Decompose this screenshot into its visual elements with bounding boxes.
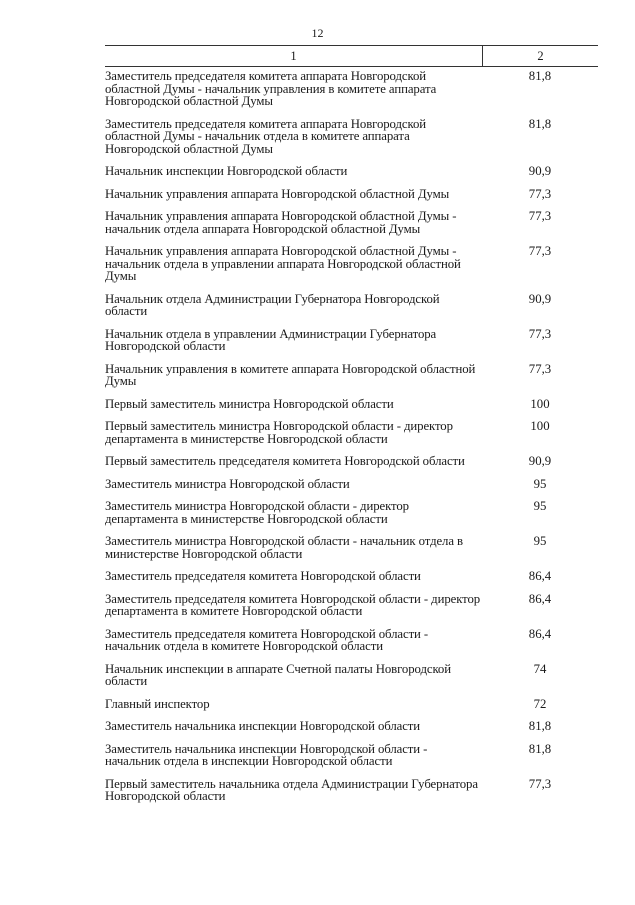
table-row — [105, 535, 598, 560]
position-value: 77,3 — [528, 326, 552, 341]
table-row — [105, 165, 598, 178]
position-title: Заместитель председателя комитета Новгородской области — [105, 569, 421, 583]
position-value: 81,8 — [528, 741, 552, 756]
position-title: Первый заместитель председателя комитета Новгородской области — [105, 454, 465, 468]
position-title: Заместитель начальника инспекции Новгородской области - начальник отдела в инспекции Новгородской области — [105, 741, 428, 768]
position-value: 86,4 — [528, 569, 552, 583]
column-header-1: 1 — [105, 46, 483, 66]
position-title: Начальник отдела Администрации Губернатора Новгородской области — [105, 291, 440, 318]
position-value: 86,4 — [528, 626, 552, 641]
position-value: 95 — [533, 499, 547, 513]
position-value: 77,3 — [528, 244, 552, 258]
table-body — [105, 70, 598, 813]
position-value: 95 — [533, 534, 547, 548]
position-title: Начальник отдела в управлении Администрации Губернатора Новгородской области — [105, 326, 437, 353]
column-header-2: 2 — [537, 49, 544, 63]
position-title: Начальник управления в комитете аппарата Новгородской областной Думы — [105, 361, 476, 388]
position-value: 81,8 — [528, 116, 552, 131]
position-title: Начальник управления аппарата Новгородской областной Думы — [105, 186, 450, 201]
table-row — [105, 500, 598, 525]
position-value: 100 — [530, 419, 550, 433]
table-row — [105, 628, 598, 653]
table-row — [105, 778, 598, 803]
position-title: Начальник управления аппарата Новгородской областной Думы - начальник отдела аппарата Новгородской областной Думы — [105, 209, 457, 236]
position-value: 81,8 — [528, 69, 552, 83]
position-value: 100 — [530, 396, 550, 411]
position-title: Первый заместитель министра Новгородской области - директор департамента в министерстве Новгородской области — [105, 419, 453, 446]
table-row — [105, 593, 598, 618]
table-row — [105, 328, 598, 353]
position-title: Заместитель председателя комитета аппарата Новгородской областной Думы - начальник отдела в комитете аппарата Новгородской областной Думы — [105, 116, 426, 156]
table-row — [105, 478, 598, 491]
position-title: Заместитель министра Новгородской области — [105, 476, 350, 491]
table-row — [105, 363, 598, 388]
position-value: 81,8 — [528, 719, 552, 733]
position-title: Заместитель председателя комитета Новгородской области - директор департамента в комитете Новгородской области — [105, 591, 481, 618]
table-header — [105, 45, 598, 67]
position-value: 77,3 — [528, 776, 552, 791]
position-title: Заместитель министра Новгородской области - начальник отдела в министерстве Новгородской области — [105, 534, 463, 561]
table-row — [105, 663, 598, 688]
table-row — [105, 118, 598, 156]
page-number: 12 — [311, 26, 324, 40]
position-value: 77,3 — [528, 186, 552, 201]
position-value: 77,3 — [528, 209, 552, 223]
table-row — [105, 293, 598, 318]
position-value: 74 — [533, 661, 547, 676]
table-row — [105, 720, 598, 733]
position-value: 86,4 — [528, 591, 552, 606]
position-title: Заместитель начальника инспекции Новгородской области — [105, 719, 421, 733]
table-row — [105, 455, 598, 468]
table-row — [105, 420, 598, 445]
position-value: 90,9 — [528, 454, 552, 468]
table-row — [105, 743, 598, 768]
position-title: Начальник инспекции в аппарате Счетной палаты Новгородской области — [105, 661, 451, 688]
table-row — [105, 570, 598, 583]
position-value: 72 — [533, 696, 547, 711]
position-title: Первый заместитель начальника отдела Администрации Губернатора Новгородской области — [105, 776, 478, 803]
position-title: Начальник инспекции Новгородской области — [105, 164, 348, 178]
table-row — [105, 398, 598, 411]
position-title: Первый заместитель министра Новгородской области — [105, 396, 394, 411]
position-value: 90,9 — [528, 164, 552, 178]
table-row — [105, 698, 598, 711]
position-title: Начальник управления аппарата Новгородской областной Думы - начальник отдела в управлении аппарата Новгородской областной Думы — [105, 244, 461, 283]
position-value: 90,9 — [528, 291, 552, 306]
position-value: 77,3 — [528, 361, 552, 376]
table-row — [105, 188, 598, 201]
table-row — [105, 245, 598, 283]
position-title: Заместитель министра Новгородской области - директор департамента в министерстве Новгородской области — [105, 499, 409, 526]
position-title: Заместитель председателя комитета аппарата Новгородской областной Думы - начальник управления в комитете аппарата Новгородской областной Думы — [105, 69, 437, 108]
position-title: Заместитель председателя комитета Новгородской области - начальник отдела в комитете Новгородской области — [105, 626, 429, 653]
position-value: 95 — [533, 476, 547, 491]
table-row — [105, 70, 598, 108]
position-title: Главный инспектор — [105, 696, 210, 711]
table-row — [105, 210, 598, 235]
